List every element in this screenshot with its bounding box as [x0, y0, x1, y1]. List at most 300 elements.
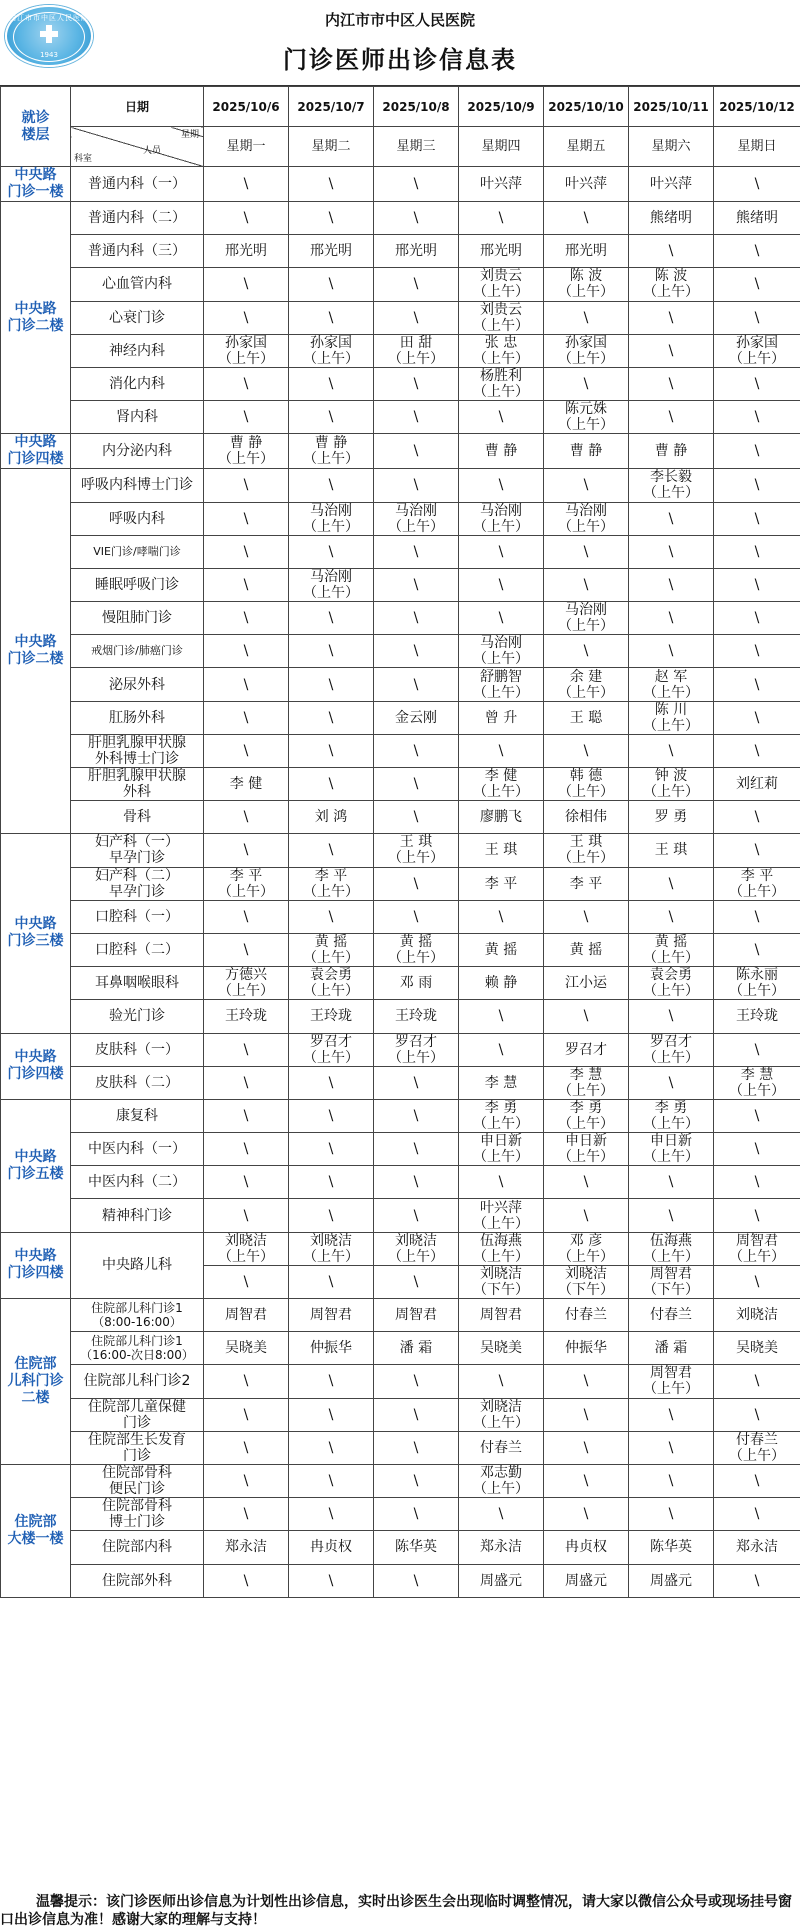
doctor-cell — [459, 1332, 544, 1365]
doctor-cell — [204, 1398, 289, 1431]
doctor-cell — [374, 1365, 459, 1398]
cell-line: 楼层 — [21, 126, 50, 143]
dept-cell — [71, 1464, 204, 1497]
cell-line: \ — [583, 1506, 589, 1523]
doctor-cell — [714, 535, 800, 568]
doctor-cell — [714, 701, 800, 734]
table-row — [1, 167, 800, 202]
doctor-cell — [289, 401, 374, 434]
cell-line: 周盛元 — [565, 1572, 607, 1589]
cell-line: \ — [328, 309, 334, 326]
cell-line: \ — [668, 610, 674, 627]
cell-line: 刘晓洁 — [225, 1232, 267, 1249]
dept-cell — [71, 1033, 204, 1066]
table-row — [1, 1166, 800, 1199]
cell-line: \ — [583, 376, 589, 393]
doctor-cell — [289, 268, 374, 301]
cell-line: （上午） — [388, 518, 444, 535]
cell-line: \ — [413, 1074, 419, 1091]
cell-line: \ — [754, 576, 760, 593]
cell-line: 陈永丽 — [736, 967, 778, 984]
cell-line: （上午） — [643, 717, 699, 734]
doctor-cell — [204, 933, 289, 966]
doctor-cell — [544, 701, 629, 734]
dept-cell — [71, 933, 204, 966]
cell-line: 袁会勇 — [650, 967, 692, 984]
cell-line: 邢光明 — [480, 243, 522, 260]
cell-line: 皮肤科（二） — [95, 1074, 179, 1091]
doctor-cell — [629, 701, 714, 734]
page-title: 门诊医师出诊信息表 — [283, 46, 517, 74]
dept-cell — [71, 801, 204, 834]
cell-line: \ — [754, 742, 760, 759]
cell-line: \ — [328, 543, 334, 560]
logo-text: 内江市市中区人民医院 — [9, 14, 89, 22]
doctor-cell — [204, 1431, 289, 1464]
cell-line: 就诊 — [21, 109, 50, 126]
doctor-cell — [714, 768, 800, 801]
doctor-cell — [544, 602, 629, 635]
doctor-cell — [289, 334, 374, 367]
cell-line: （16:00-次日8:00） — [80, 1348, 194, 1363]
cell-line: \ — [668, 1174, 674, 1191]
cell-line: 余 建 — [569, 668, 603, 685]
cell-line: \ — [754, 676, 760, 693]
cell-line: 仲振华 — [565, 1340, 607, 1357]
cell-line: （上午） — [643, 684, 699, 701]
cell-line: 刘红莉 — [736, 776, 778, 793]
doctor-cell — [629, 1033, 714, 1066]
table-row — [1, 1033, 800, 1066]
cell-line: 陈 波 — [569, 268, 603, 285]
doctor-cell — [289, 668, 374, 701]
doctor-cell — [629, 967, 714, 1000]
doctor-cell — [374, 668, 459, 701]
table-row — [1, 434, 800, 469]
cell-line: 刘晓洁 — [736, 1307, 778, 1324]
doctor-cell — [374, 1199, 459, 1232]
doctor-cell — [204, 1033, 289, 1066]
cell-line: 申日新 — [650, 1133, 692, 1150]
doctor-cell — [629, 1133, 714, 1166]
doctor-cell — [714, 268, 800, 301]
cell-line: \ — [413, 543, 419, 560]
table-row — [1, 602, 800, 635]
cell-line: \ — [583, 309, 589, 326]
doctor-cell — [714, 1133, 800, 1166]
cell-line: 周盛元 — [650, 1572, 692, 1589]
cell-line: （上午） — [218, 1248, 274, 1265]
cell-line: \ — [243, 176, 249, 192]
cell-line: \ — [583, 477, 589, 494]
table-row — [1, 301, 800, 334]
cell-line: 住院部儿科门诊2 — [83, 1373, 191, 1390]
cell-line: \ — [243, 276, 249, 293]
cell-line: 门诊五楼 — [7, 1165, 64, 1182]
date-cell: 2025/10/11 — [629, 87, 714, 127]
cell-line: （8:00-16:00） — [92, 1315, 182, 1330]
cell-line: 妇产科（二） — [95, 867, 179, 884]
cell-line: \ — [243, 543, 249, 560]
table-row — [1, 1464, 800, 1497]
cell-line: （上午） — [303, 950, 359, 967]
cell-line: 孙家国 — [310, 334, 352, 351]
cell-line: \ — [243, 409, 249, 426]
cell-line: \ — [413, 576, 419, 593]
doctor-cell — [374, 1398, 459, 1431]
doctor-cell — [374, 801, 459, 834]
doctor-cell — [374, 1166, 459, 1199]
cell-line: \ — [583, 1174, 589, 1191]
cell-line: \ — [668, 543, 674, 560]
doctor-cell — [204, 235, 289, 268]
cell-line: 申日新 — [480, 1133, 522, 1150]
cell-line: \ — [754, 477, 760, 494]
floor-cell — [1, 1232, 71, 1298]
cell-line: （上午） — [218, 451, 274, 468]
doctor-cell — [289, 801, 374, 834]
cell-line: 中医内科（二） — [88, 1174, 186, 1191]
table-row — [1, 469, 800, 502]
doctor-cell — [204, 1332, 289, 1365]
cell-line: 肾内科 — [116, 409, 158, 426]
cell-line: \ — [754, 1041, 760, 1058]
cell-line: \ — [328, 676, 334, 693]
cell-line: \ — [754, 1174, 760, 1191]
table-row — [1, 1365, 800, 1398]
doctor-cell — [544, 967, 629, 1000]
cell-line: \ — [583, 1439, 589, 1456]
cell-line: \ — [243, 1439, 249, 1456]
dept-cell — [71, 1365, 204, 1398]
cell-line: 赖 静 — [484, 975, 518, 992]
cell-line: \ — [413, 409, 419, 426]
date-cell: 2025/10/9 — [459, 87, 544, 127]
doctor-cell — [289, 1033, 374, 1066]
cell-line: \ — [328, 1373, 334, 1390]
doctor-cell — [714, 1033, 800, 1066]
cell-line: （上午） — [729, 1248, 785, 1265]
cell-line: 刘贵云 — [480, 301, 522, 318]
cell-line: （上午） — [303, 883, 359, 900]
doctor-cell — [459, 1166, 544, 1199]
doctor-cell — [204, 1265, 289, 1298]
dept-cell — [71, 1299, 204, 1332]
cell-line: 门诊四楼 — [7, 1066, 64, 1083]
floor-cell — [1, 1464, 71, 1597]
doctor-cell — [629, 1365, 714, 1398]
cell-line: （上午） — [643, 1248, 699, 1265]
table-row — [1, 1332, 800, 1365]
doctor-cell — [629, 1299, 714, 1332]
header-weekday-row — [1, 127, 800, 167]
table-row — [1, 401, 800, 434]
cell-line: 李 慧 — [740, 1066, 774, 1083]
doctor-cell — [459, 334, 544, 367]
cell-line: （上午） — [473, 284, 529, 301]
doctor-cell — [629, 768, 714, 801]
cell-line: \ — [498, 742, 504, 759]
doctor-cell — [374, 900, 459, 933]
table-row — [1, 334, 800, 367]
doctor-cell — [459, 635, 544, 668]
weekday-cell: 星期四 — [459, 127, 544, 167]
cell-line: 大楼一楼 — [7, 1530, 64, 1547]
doctor-cell — [714, 502, 800, 535]
doctor-cell — [544, 635, 629, 668]
doctor-cell — [204, 502, 289, 535]
doctor-cell — [629, 900, 714, 933]
cell-line: \ — [243, 643, 249, 660]
doctor-cell — [289, 202, 374, 235]
cell-line: \ — [328, 276, 334, 293]
cell-line: 赵 军 — [654, 668, 688, 685]
dept-axis-label: 科室 — [74, 153, 93, 164]
cell-line: \ — [413, 376, 419, 393]
cell-line: \ — [668, 376, 674, 393]
cell-line: （上午） — [303, 350, 359, 367]
cell-line: 中央路 — [14, 634, 57, 651]
cell-line: 口腔科（一） — [95, 908, 179, 925]
cell-line: 马治刚 — [310, 568, 352, 585]
cell-line: （上午） — [303, 451, 359, 468]
doctor-cell — [629, 1332, 714, 1365]
dept-cell — [71, 367, 204, 400]
cell-line: 刘贵云 — [480, 268, 522, 285]
doctor-cell — [544, 268, 629, 301]
doctor-cell — [289, 1133, 374, 1166]
floor-cell — [1, 434, 71, 469]
cell-line: \ — [328, 1572, 334, 1589]
doctor-cell — [204, 1066, 289, 1099]
cell-line: 住院部儿科门诊1 — [91, 1334, 183, 1349]
cell-line: 门诊 — [123, 1414, 151, 1431]
doctor-cell — [289, 1464, 374, 1497]
cell-line: \ — [754, 908, 760, 925]
doctor-cell — [204, 602, 289, 635]
cell-line: 吴晓美 — [225, 1340, 267, 1357]
doctor-cell — [374, 635, 459, 668]
doctor-cell — [714, 568, 800, 601]
cell-line: \ — [754, 809, 760, 826]
cell-line: \ — [328, 842, 334, 859]
cell-line: （上午） — [643, 485, 699, 502]
cell-line: 李 平 — [314, 867, 348, 884]
cell-line: （上午） — [303, 983, 359, 1000]
doctor-cell — [289, 1299, 374, 1332]
cell-line: \ — [328, 610, 334, 627]
floor-cell — [1, 469, 71, 834]
doctor-cell — [544, 367, 629, 400]
table-row — [1, 1133, 800, 1166]
doctor-cell — [544, 834, 629, 867]
cell-line: 吴晓美 — [480, 1340, 522, 1357]
cell-line: \ — [754, 709, 760, 726]
cell-line: 中医内科（一） — [88, 1141, 186, 1158]
cell-line: （上午） — [643, 284, 699, 301]
doctor-cell — [459, 867, 544, 900]
doctor-cell — [289, 701, 374, 734]
doctor-cell — [374, 967, 459, 1000]
doctor-cell — [204, 367, 289, 400]
cell-line: \ — [243, 210, 249, 227]
doctor-cell — [544, 1000, 629, 1033]
cell-line: 住院部骨科 — [102, 1498, 172, 1515]
doctor-cell — [204, 1464, 289, 1497]
table-row — [1, 1099, 800, 1132]
cell-line: 王玲珑 — [736, 1008, 778, 1025]
doctor-cell — [374, 1099, 459, 1132]
cell-line: \ — [668, 510, 674, 527]
doctor-cell — [629, 469, 714, 502]
doctor-cell — [544, 1332, 629, 1365]
doctor-cell — [289, 434, 374, 469]
doctor-cell — [714, 1431, 800, 1464]
doctor-cell — [544, 768, 629, 801]
weekday-axis-label: 星期 — [180, 129, 199, 140]
cell-line: （上午） — [388, 850, 444, 867]
cell-line: 罗召才 — [395, 1033, 437, 1050]
dept-cell — [71, 469, 204, 502]
cell-line: （上午） — [558, 618, 614, 635]
doctor-cell — [629, 367, 714, 400]
doctor-cell — [629, 1265, 714, 1298]
weekday-cell: 星期一 — [204, 127, 289, 167]
doctor-cell — [714, 235, 800, 268]
cell-line: （上午） — [558, 518, 614, 535]
cell-line: 潘 霜 — [654, 1340, 688, 1357]
doctor-cell — [714, 1265, 800, 1298]
doctor-cell — [629, 502, 714, 535]
table-row — [1, 1000, 800, 1033]
cell-line: \ — [498, 409, 504, 426]
cell-line: 邓志勤 — [480, 1465, 522, 1482]
doctor-cell — [459, 568, 544, 601]
weekday-cell: 星期五 — [544, 127, 629, 167]
table-row — [1, 202, 800, 235]
doctor-cell — [204, 1199, 289, 1232]
doctor-cell — [544, 1133, 629, 1166]
cell-line: （上午） — [729, 883, 785, 900]
doctor-cell — [374, 768, 459, 801]
doctor-cell — [714, 967, 800, 1000]
doctor-cell — [204, 734, 289, 767]
cell-line: \ — [668, 875, 674, 892]
cell-line: 骨科 — [123, 809, 151, 826]
dept-cell — [71, 1232, 204, 1298]
doctor-cell — [629, 401, 714, 434]
cell-line: 早孕门诊 — [109, 850, 165, 867]
doctor-cell — [459, 967, 544, 1000]
cell-line: 王 琪 — [484, 842, 518, 859]
doctor-cell — [629, 568, 714, 601]
cell-line: \ — [243, 1572, 249, 1589]
cell-line: \ — [583, 1473, 589, 1490]
table-row — [1, 1299, 800, 1332]
doctor-cell — [374, 469, 459, 502]
dept-cell — [71, 1000, 204, 1033]
cell-line: \ — [668, 1008, 674, 1025]
cell-line: 李长毅 — [650, 469, 692, 486]
cell-line: 陈华英 — [395, 1539, 437, 1556]
cell-line: \ — [328, 1141, 334, 1158]
cell-line: 李 健 — [229, 776, 263, 793]
doctor-cell — [714, 1332, 800, 1365]
doctor-cell — [289, 900, 374, 933]
dept-cell — [71, 701, 204, 734]
cell-line: 付春兰 — [480, 1439, 522, 1456]
cell-line: 罗 勇 — [654, 809, 688, 826]
cell-line: 周智君 — [650, 1265, 692, 1282]
doctor-cell — [459, 1000, 544, 1033]
cell-line: \ — [754, 643, 760, 660]
cell-line: \ — [413, 776, 419, 793]
doctor-cell — [374, 1066, 459, 1099]
cell-line: \ — [413, 1506, 419, 1523]
cell-line: 验光门诊 — [109, 1008, 165, 1025]
cell-line: VIE门诊/哮喘门诊 — [93, 544, 181, 558]
doctor-cell — [459, 1199, 544, 1232]
doctor-cell — [289, 1332, 374, 1365]
doctor-cell — [374, 1332, 459, 1365]
cell-line: （上午） — [218, 883, 274, 900]
doctor-cell — [289, 167, 374, 202]
cell-line: 熊绪明 — [736, 210, 778, 227]
cell-line: \ — [754, 942, 760, 959]
cell-line: 韩 德 — [569, 768, 603, 785]
cell-line: 外科 — [123, 784, 151, 801]
floor-cell — [1, 202, 71, 434]
cell-line: 方德兴 — [225, 967, 267, 984]
dept-cell — [71, 535, 204, 568]
doctor-cell — [204, 301, 289, 334]
cell-line: 黄 摇 — [399, 934, 433, 951]
cell-line: 刘晓洁 — [565, 1265, 607, 1282]
cell-line: \ — [754, 409, 760, 426]
dept-cell — [71, 1431, 204, 1464]
doctor-cell — [289, 1531, 374, 1564]
doctor-cell — [289, 1365, 374, 1398]
cell-line: \ — [583, 643, 589, 660]
doctor-cell — [204, 334, 289, 367]
doctor-cell — [204, 768, 289, 801]
cell-line: 李 勇 — [569, 1099, 603, 1116]
doctor-cell — [374, 1531, 459, 1564]
doctor-cell — [459, 469, 544, 502]
doctor-cell — [459, 235, 544, 268]
cell-line: \ — [413, 1174, 419, 1191]
cell-line: 廖鹏飞 — [480, 809, 522, 826]
table-row — [1, 535, 800, 568]
doctor-cell — [459, 1398, 544, 1431]
cell-line: \ — [413, 610, 419, 627]
doctor-cell — [289, 1564, 374, 1597]
cell-line: \ — [583, 210, 589, 227]
cell-line: 便民门诊 — [109, 1481, 165, 1498]
doctor-cell — [629, 334, 714, 367]
cell-line: 李 慧 — [484, 1074, 518, 1091]
cell-line: \ — [754, 1373, 760, 1390]
doctor-cell — [544, 334, 629, 367]
table-row — [1, 502, 800, 535]
doctor-cell — [289, 933, 374, 966]
doctor-cell — [544, 202, 629, 235]
doctor-cell — [544, 1033, 629, 1066]
cell-line: 邢光明 — [310, 243, 352, 260]
table-row — [1, 268, 800, 301]
doctor-cell — [289, 1166, 374, 1199]
doctor-cell — [629, 235, 714, 268]
